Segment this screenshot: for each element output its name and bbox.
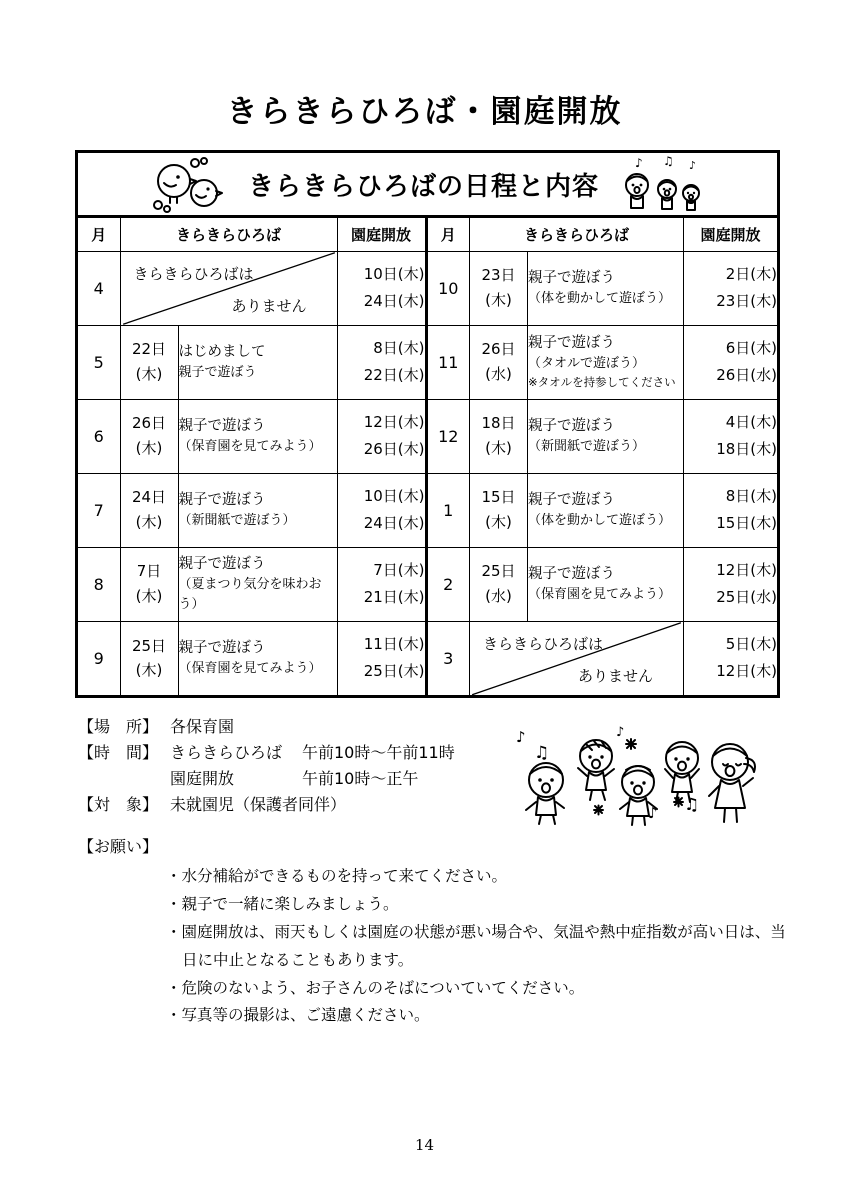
garden-date: 24日(木) <box>363 292 425 310</box>
schedule-banner <box>78 153 777 218</box>
svg-text:♫: ♫ <box>534 743 550 763</box>
header-garden: 園庭開放 <box>684 218 777 251</box>
table-row <box>428 547 778 621</box>
month-cell: 12 <box>428 399 470 473</box>
svg-text:♪: ♪ <box>635 156 643 170</box>
target-row <box>78 792 455 818</box>
month-cell: 6 <box>78 399 120 473</box>
garden-cell: 8日(木) 22日(木) <box>337 325 426 399</box>
schedule-table-left <box>78 218 428 695</box>
place-row <box>78 714 455 740</box>
activity-cell: 親子で遊ぼう （夏まつり気分を味わおう） <box>178 547 337 621</box>
place-value: 各保育園 <box>170 717 235 736</box>
table-row <box>78 473 426 547</box>
date-cell: 26日 (木) <box>120 399 178 473</box>
activity-cell: 親子で遊ぼう （保育園を見てみよう） <box>178 399 337 473</box>
month-cell: 11 <box>428 325 470 399</box>
children-music-illustration-icon <box>615 155 707 213</box>
table-row <box>428 399 778 473</box>
header-hiroba: きらきらひろば <box>120 218 337 251</box>
table-row <box>428 251 778 325</box>
time-row-1 <box>78 740 455 766</box>
activity-cell: 親子で遊ぼう （保育園を見てみよう） <box>528 547 684 621</box>
header-hiroba: きらきらひろば <box>470 218 684 251</box>
activity-cell: 親子で遊ぼう （体を動かして遊ぼう） <box>528 473 684 547</box>
table-row <box>78 399 426 473</box>
list-item: ・水分補給ができるものを持って来てください。 <box>166 867 508 885</box>
chicks-illustration-icon <box>148 155 232 213</box>
month-cell: 7 <box>78 473 120 547</box>
activity-cell: 親子で遊ぼう （体を動かして遊ぼう） <box>528 251 684 325</box>
svg-text:♫: ♫ <box>663 155 674 168</box>
page-number: 14 <box>414 1136 435 1154</box>
garden-cell: 11日(木) 25日(木) <box>337 621 426 695</box>
table-row <box>428 473 778 547</box>
time-label: 【時 間】 <box>78 743 159 762</box>
date-cell: 25日 (水) <box>470 547 528 621</box>
svg-text:♪: ♪ <box>648 804 658 822</box>
garden-cell: 12日(木) 26日(木) <box>337 399 426 473</box>
date-cell: 25日 (木) <box>120 621 178 695</box>
svg-text:♪: ♪ <box>516 728 526 746</box>
requests-heading: 【お願い】 <box>78 837 159 856</box>
month-cell: 5 <box>78 325 120 399</box>
month-cell: 10 <box>428 251 470 325</box>
table-header-row <box>78 218 426 251</box>
garden-cell: 10日(木) 24日(木) <box>337 473 426 547</box>
requests-section <box>78 834 788 1030</box>
header-month: 月 <box>428 218 470 251</box>
month-cell: 2 <box>428 547 470 621</box>
date-cell: 24日 (木) <box>120 473 178 547</box>
time-name-hiroba: きらきらひろば <box>170 743 283 762</box>
time-row-2 <box>78 766 455 792</box>
table-row <box>78 251 426 325</box>
activity-cell: 親子で遊ぼう （新聞紙で遊ぼう） <box>178 473 337 547</box>
month-cell: 8 <box>78 547 120 621</box>
garden-cell: 4日(木) 18日(木) <box>684 399 777 473</box>
children-singing-illustration <box>498 710 766 830</box>
date-cell: 26日 (水) <box>470 325 528 399</box>
closed-text-1: きらきらひろばは <box>483 634 604 653</box>
garden-cell: 2日(木) 23日(木) <box>684 251 777 325</box>
svg-text:♫: ♫ <box>684 795 700 815</box>
month-cell: 4 <box>78 251 120 325</box>
garden-cell: 8日(木) 15日(木) <box>684 473 777 547</box>
time-value-hiroba: 午前10時〜午前11時 <box>302 743 455 762</box>
date-cell: 7日 (木) <box>120 547 178 621</box>
table-row <box>78 621 426 695</box>
closed-text-2: ありません <box>578 667 654 685</box>
list-item: ・写真等の撮影は、ご遠慮ください。 <box>166 1006 430 1025</box>
closed-cell <box>470 621 684 695</box>
date-cell: 22日 (木) <box>120 325 178 399</box>
activity-cell: 親子で遊ぼう （保育園を見てみよう） <box>178 621 337 695</box>
svg-text:♪: ♪ <box>689 159 697 172</box>
closed-cell <box>120 251 337 325</box>
garden-cell <box>337 251 426 325</box>
info-section <box>78 714 455 818</box>
activity-cell: 親子で遊ぼう （タオルで遊ぼう） ※タオルを持参してください <box>528 325 684 399</box>
garden-cell: 5日(木) 12日(木) <box>684 621 777 695</box>
month-cell: 1 <box>428 473 470 547</box>
table-row <box>78 325 426 399</box>
schedule-table-right <box>428 218 778 695</box>
activity-cell: 親子で遊ぼう （新聞紙で遊ぼう） <box>528 399 684 473</box>
schedule-tables <box>78 218 777 695</box>
target-label: 【対 象】 <box>78 795 159 814</box>
date-cell: 18日 (木) <box>470 399 528 473</box>
activity-cell: はじめまして 親子で遊ぼう <box>178 325 337 399</box>
list-item: ・園庭開放は、雨天もしくは園庭の状態が悪い場合や、気温や熱中症指数が高い日は、当日に中止となることもあります。 <box>166 922 786 969</box>
header-garden: 園庭開放 <box>337 218 426 251</box>
svg-text:♪: ♪ <box>616 725 625 740</box>
schedule-box <box>75 150 780 698</box>
garden-cell: 6日(木) 26日(水) <box>684 325 777 399</box>
month-cell: 9 <box>78 621 120 695</box>
time-name-garden: 園庭開放 <box>170 769 235 788</box>
list-item: ・親子で一緒に楽しみましょう。 <box>166 894 399 913</box>
table-row <box>428 325 778 399</box>
table-row <box>78 547 426 621</box>
garden-cell: 12日(木) 25日(水) <box>684 547 777 621</box>
time-value-garden: 午前10時〜正午 <box>302 769 419 788</box>
table-row <box>428 621 778 695</box>
date-cell: 23日 (木) <box>470 251 528 325</box>
garden-date: 10日(木) <box>363 265 425 283</box>
requests-list <box>78 863 788 1030</box>
list-item: ・危険のないよう、お子さんのそばについていてください。 <box>166 978 585 997</box>
closed-text-1: きらきらひろばは <box>133 264 254 283</box>
closed-text-2: ありません <box>231 296 307 315</box>
page-title: きらきらひろば・園庭開放 <box>226 94 623 130</box>
date-cell: 15日 (木) <box>470 473 528 547</box>
place-label: 【場 所】 <box>78 717 159 736</box>
header-month: 月 <box>78 218 120 251</box>
table-header-row <box>428 218 778 251</box>
month-cell: 3 <box>428 621 470 695</box>
garden-cell: 7日(木) 21日(木) <box>337 547 426 621</box>
banner-title: きらきらひろばの日程と内容 <box>247 171 599 202</box>
target-value: 未就園児（保護者同伴） <box>170 795 347 814</box>
